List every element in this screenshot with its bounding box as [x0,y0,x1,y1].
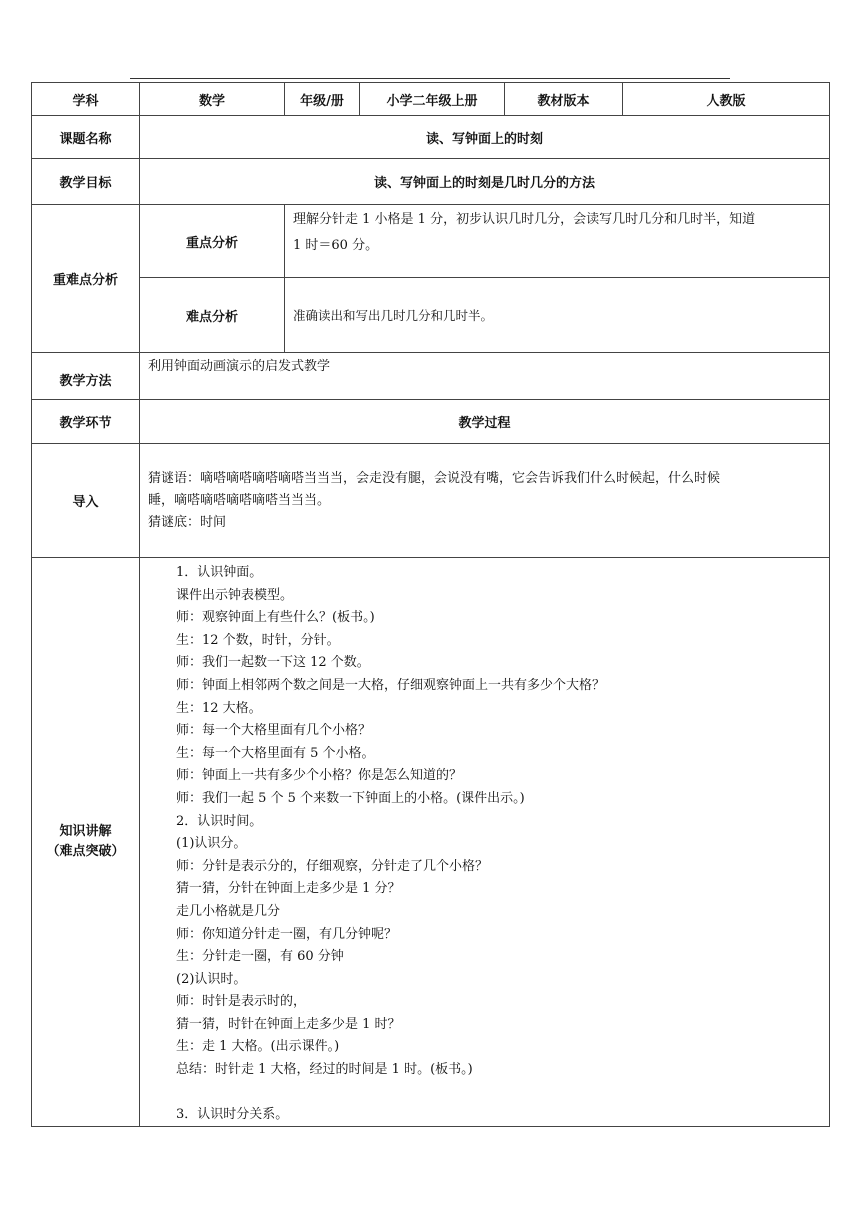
subject-value: 数学 [140,83,285,116]
analysis-label: 重难点分析 [32,205,140,353]
key-analysis-row [32,205,830,278]
difficult-analysis-text: 准确读出和写出几时几分和几时半。 [285,278,830,353]
intro-label: 导入 [32,444,140,558]
knowledge-text [140,558,830,1127]
topic-label: 课题名称 [32,116,140,159]
knowledge-line: 师：分针是表示分的，仔细观察，分针走了几个小格？ [176,858,489,874]
knowledge-line: 猜一猜，分针在钟面上走多少是 1 分？ [176,881,401,897]
knowledge-line: 师：钟面上一共有多少个小格？你是怎么知道的？ [176,768,463,784]
edition-value: 人教版 [623,83,830,116]
knowledge-line: 生：每一个大格里面有 5 个小格。 [176,745,375,761]
key-analysis-text: 理解分针走 1 小格是 1 分，初步认识几时几分，会读写几时几分和几时半，知道 1 时＝60 分。 [285,205,830,278]
goal-label: 教学目标 [32,159,140,205]
header-row [32,83,830,116]
lesson-plan-table [31,82,830,1127]
knowledge-line: 2．认识时间。 [176,813,263,829]
method-label: 教学方法 [32,353,140,400]
knowledge-line: (2)认识时。 [176,971,247,987]
stage-label: 教学环节 [32,400,140,444]
knowledge-line: 课件出示钟表模型。 [176,587,294,603]
knowledge-line: 猜一猜，时针在钟面上走多少是 1 时？ [176,1016,401,1032]
knowledge-row [32,558,830,1127]
knowledge-blank-line [176,1082,829,1104]
knowledge-line: 3．认识时分关系。 [176,1106,289,1122]
intro-text: 猜谜语：嘀嗒嘀嗒嘀嗒嘀嗒当当当，会走没有腿，会说没有嘴，它会告诉我们什么时候起，什么时候 睡，嘀嗒嘀嗒嘀嗒嘀嗒当当当。 猜谜底：时间 [140,444,830,558]
knowledge-line: 1．认识钟面。 [176,565,263,580]
process-header-row [32,400,830,444]
method-row [32,353,830,400]
intro-row [32,444,830,558]
knowledge-line: 师：我们一起 5 个 5 个来数一下钟面上的小格。(课件出示。) [176,790,525,806]
grade-label: 年级/册 [285,83,360,116]
knowledge-line: 师：时针是表示时的， [176,994,307,1010]
knowledge-line: (1)认识分。 [176,836,247,852]
topic-value: 读、写钟面上的时刻 [140,116,830,159]
knowledge-label: 知识讲解 （难点突破） [32,558,140,1127]
difficult-analysis-label: 难点分析 [140,278,285,353]
knowledge-line: 师：钟面上相邻两个数之间是一大格，仔细观察钟面上一共有多少个大格？ [176,677,606,693]
topic-row [32,116,830,159]
grade-value: 小学二年级上册 [360,83,505,116]
goal-row [32,159,830,205]
header-rule [130,78,730,79]
subject-label: 学科 [32,83,140,116]
knowledge-line: 师：观察钟面上有些什么？(板书。) [176,610,375,626]
knowledge-line: 生：12 大格。 [176,700,262,716]
edition-label: 教材版本 [505,83,623,116]
knowledge-line: 生：12 个数，时针，分针。 [176,632,340,648]
key-analysis-label: 重点分析 [140,205,285,278]
knowledge-line: 生：走 1 大格。(出示课件。) [176,1039,340,1055]
process-label: 教学过程 [140,400,830,444]
knowledge-line: 生：分针走一圈，有 60 分钟 [176,949,344,965]
knowledge-line: 师：你知道分针走一圈，有几分钟呢？ [176,926,398,942]
method-value: 利用钟面动画演示的启发式教学 [140,353,830,400]
knowledge-line: 师：每一个大格里面有几个小格？ [176,723,372,739]
difficult-analysis-row [32,278,830,353]
knowledge-line: 总结：时针走 1 大格，经过的时间是 1 时。(板书。) [176,1062,473,1078]
goal-value: 读、写钟面上的时刻是几时几分的方法 [140,159,830,205]
knowledge-line: 师：我们一起数一下这 12 个数。 [176,655,370,671]
knowledge-line: 走几小格就是几分 [176,903,281,919]
